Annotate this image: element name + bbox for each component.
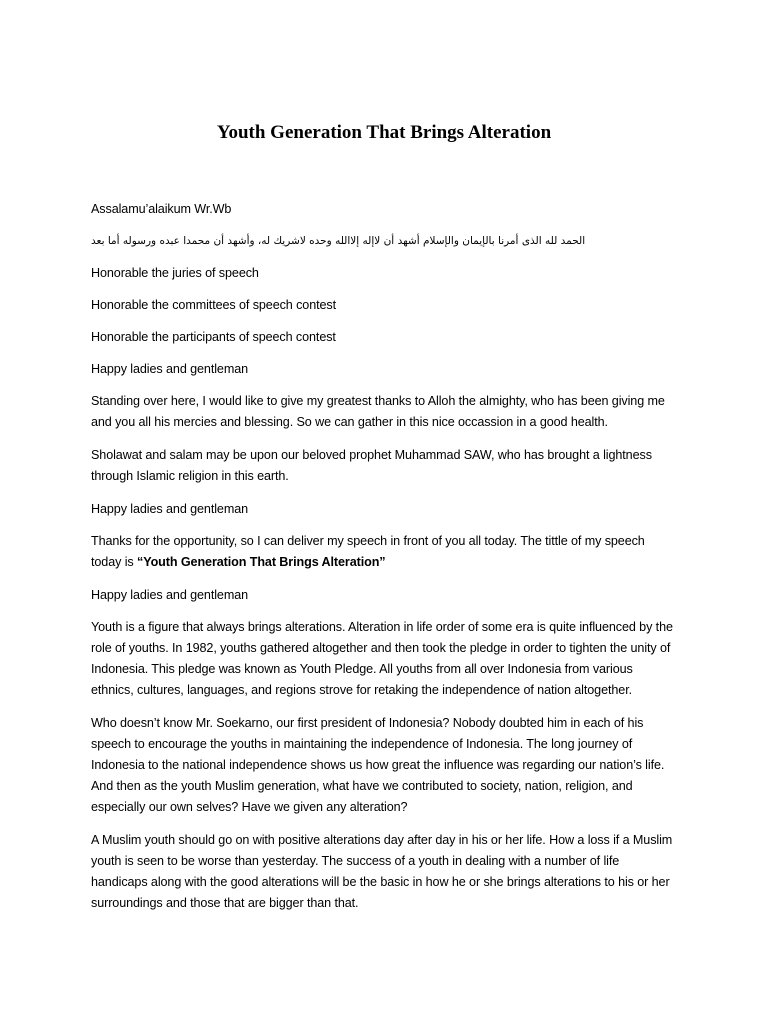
document-body <box>91 199 677 926</box>
happy-ladies-2: Happy ladies and gentleman <box>91 502 249 516</box>
speech-title-inline: “Youth Generation That Brings Alteration” <box>137 555 386 569</box>
happy-ladies-3: Happy ladies and gentleman <box>91 588 249 602</box>
paragraph-soekarno: Who doesn’t know Mr. Soekarno, our first president of Indonesia? Nobody doubted him in each of his speech to encourage the youths in maintaining the independence of Indonesia. The long journey of Indonesia to the national independence shows us how great the influence was regarding our nation’s life. And then as the youth Muslim generation, what have we contributed to society, nation, religion, and especially our own selves? Have we given any alteration? <box>91 716 665 814</box>
paragraph-thanks: Standing over here, I would like to give my greatest thanks to Alloh the almighty, who has been giving me and you all his mercies and blessing. So we can gather in this nice occassion in a good health. <box>91 394 665 429</box>
honorable-juries: Honorable the juries of speech <box>91 266 259 280</box>
paragraph-opportunity <box>91 531 677 573</box>
opportunity-text: Thanks for the opportunity, so I can deliver my speech in front of you all today. The tittle of my speech today is <box>91 534 645 569</box>
honorable-committees: Honorable the committees of speech contest <box>91 298 337 312</box>
happy-ladies-1: Happy ladies and gentleman <box>91 362 249 376</box>
greeting: Assalamu’alaikum Wr.Wb <box>91 202 232 216</box>
paragraph-sholawat: Sholawat and salam may be upon our beloved prophet Muhammad SAW, who has brought a lightness through Islamic religion in this earth. <box>91 448 652 483</box>
honorable-participants: Honorable the participants of speech contest <box>91 330 336 344</box>
paragraph-muslim-youth: A Muslim youth should go on with positive alterations day after day in his or her life. How a loss if a Muslim youth is seen to be worse than yesterday. The success of a youth in dealing with a number of life handicaps along with the good alterations will be the basic in how he or she brings alterations to his or her surroundings and those that are bigger than that. <box>91 833 673 910</box>
document-title: Youth Generation That Brings Alteration <box>216 122 552 143</box>
paragraph-youth: Youth is a figure that always brings alterations. Alteration in life order of some era is quite influenced by the role of youths. In 1982, youths gathered altogether and then took the pledge in order to tighten the unity of Indonesia. This pledge was known as Youth Pledge. All youths from all over Indonesia from various ethnics, cultures, languages, and regions strove for retaking the independence of nation altogether. <box>91 620 673 697</box>
arabic-opening: الحمد لله الذى أمرنا بالإيمان والإسلام أشهد أن لاإله إلاالله وحده لاشريك له، وأشهد أن محمدا عبده ورسوله أما بعد <box>91 235 586 247</box>
